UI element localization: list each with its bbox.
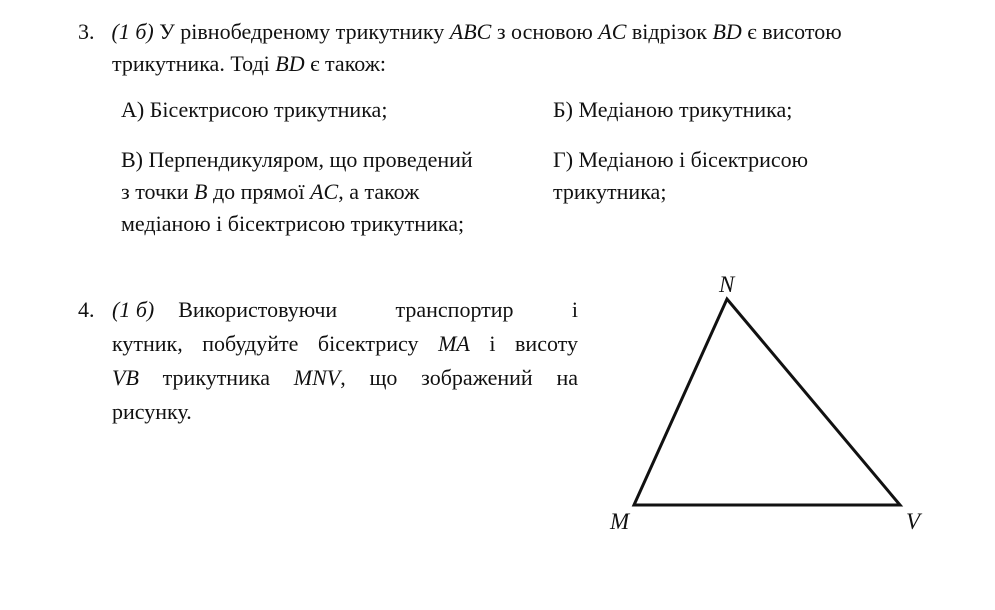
q4-line2 bbox=[112, 330, 578, 358]
q3-option-g-line2: трикутника; bbox=[553, 179, 667, 204]
q3-math: AC bbox=[310, 179, 339, 204]
q4-points: (1 б) bbox=[112, 297, 155, 322]
q3-option-v-line2 bbox=[121, 178, 419, 206]
q3-text: є також: bbox=[304, 51, 387, 76]
q4-line3 bbox=[112, 364, 578, 392]
q3-math: ABC bbox=[449, 19, 492, 44]
q3-text: з основою bbox=[491, 19, 599, 44]
q4-line4: рисунку. bbox=[112, 399, 192, 424]
triangle-mnv bbox=[634, 299, 900, 505]
q3-option-b: Б) Медіаною трикутника; bbox=[553, 97, 793, 122]
q3-option-v-line3: медіаною і бісектрисою трикутника; bbox=[121, 211, 465, 236]
q3-points: (1 б) bbox=[111, 19, 154, 44]
q3-math: AC bbox=[598, 19, 627, 44]
q4-line1 bbox=[112, 296, 578, 324]
q4-line1-text: Використовуючи транспортир і bbox=[178, 297, 578, 322]
q4-text: і висоту bbox=[469, 331, 578, 356]
q3-option-v-line1: В) Перпендикуляром, що проведений bbox=[121, 147, 473, 172]
q3-number: 3. bbox=[78, 19, 95, 44]
q3-line2 bbox=[112, 50, 386, 78]
q4-math: MA bbox=[438, 331, 470, 356]
q4-number: 4. bbox=[78, 297, 95, 322]
vertex-label-n: N bbox=[719, 272, 735, 297]
triangle-mnv-figure bbox=[600, 265, 940, 540]
vertex-label-v: V bbox=[906, 509, 921, 534]
q3-text: до прямої bbox=[207, 179, 311, 204]
q3-option-a: А) Бісектрисою трикутника; bbox=[121, 97, 388, 122]
q3-line1 bbox=[78, 18, 842, 46]
q3-math: BD bbox=[712, 19, 742, 44]
q4-text: кутник, побудуйте бісектрису bbox=[112, 331, 439, 356]
q3-text: , а також bbox=[338, 179, 420, 204]
q3-text: У рівнобедреному трикутнику bbox=[159, 19, 450, 44]
q3-text: з точки bbox=[121, 179, 194, 204]
q4-text: , що зображений на bbox=[340, 365, 578, 390]
q3-text: відрізок bbox=[626, 19, 713, 44]
q4-math: MNV bbox=[293, 365, 341, 390]
q3-option-g-line1: Г) Медіаною і бісектрисою bbox=[553, 147, 809, 172]
vertex-label-m: M bbox=[610, 509, 630, 534]
q3-text: трикутника. Тоді bbox=[112, 51, 276, 76]
q3-math: B bbox=[193, 179, 208, 204]
q3-math: BD bbox=[275, 51, 305, 76]
q4-math: VB bbox=[112, 365, 139, 390]
q4-text: трикутника bbox=[138, 365, 294, 390]
q3-text: є висотою bbox=[741, 19, 842, 44]
